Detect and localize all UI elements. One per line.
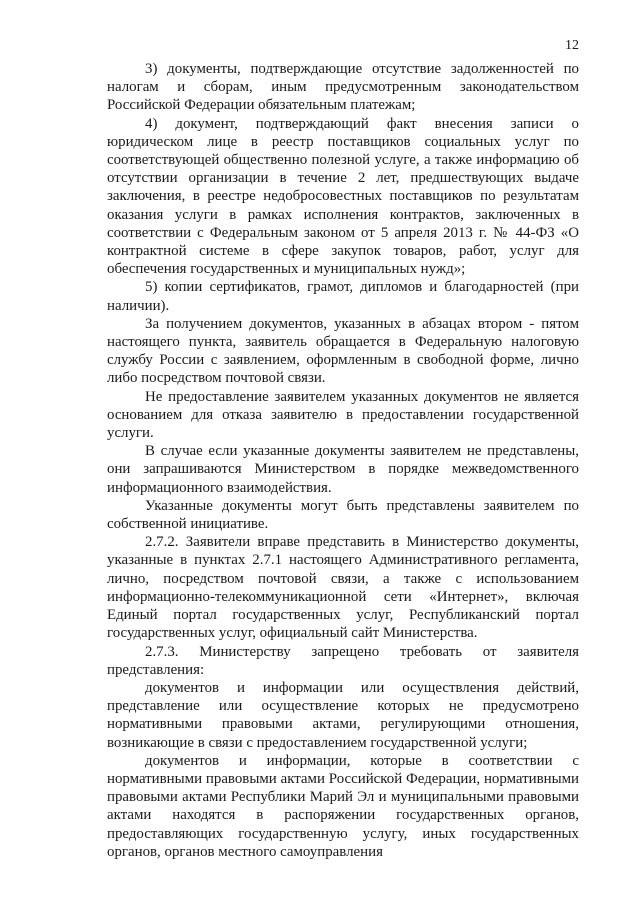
paragraph-obtaining-documents: За получением документов, указанных в абзацах втором - пятом настоящего пункта, заявитель обращается в Федеральную налоговую службу России с заявлением, оформленным в свободной форме, лично либо посредством почтовой связи. bbox=[107, 315, 579, 387]
paragraph-own-initiative: Указанные документы могут быть представлены заявителем по собственной инициативе. bbox=[107, 497, 579, 533]
paragraph-item-5-certificates: 5) копии сертификатов, грамот, дипломов и благодарностей (при наличии). bbox=[107, 279, 579, 314]
paragraph-documents-in-possession: документов и информации, которые в соответствии с нормативными правовыми актами Российской Федерации, нормативными правовыми актами Республики Марий Эл и муниципальными правовыми актами находятся в распоряжении государственных органов, предоставляющих государственную услугу, иных государственных органов, органов местного самоуправления bbox=[107, 752, 579, 860]
paragraph-non-submission: Не предоставление заявителем указанных документов не является основанием для отказа заявителю в предоставлении государственной услуги. bbox=[107, 388, 579, 442]
paragraph-documents-not-required: документов и информации или осуществления действий, представление или осуществление которых не предусмотрено нормативными правовыми актами, регулирующими отношения, возникающие в связи с предоставлением государственной услуги; bbox=[107, 679, 579, 751]
paragraph-2-7-3: 2.7.3. Министерству запрещено требовать от заявителя представления: bbox=[107, 643, 579, 678]
page-number: 12 bbox=[565, 38, 579, 53]
paragraph-2-7-2: 2.7.2. Заявители вправе представить в Министерство документы, указанные в пунктах 2.7.1 настоящего Административного регламента, лично, посредством почтовой связи, а также с использованием информационно-телекоммуникационной сети «Интернет», включая Единый портал государственных услуг, Республиканский портал государственных услуг, официальный сайт Министерства. bbox=[107, 534, 579, 642]
paragraph-item-4-registry-record: 4) документ, подтверждающий факт внесения записи о юридическом лице в реестр поставщиков социальных услуг по соответствующей общественно полезной услуге, а также информацию об отсутствии организации в течение 2 лет, предшествующих выдаче заключения, в реестре недобросовестных поставщиков по результатам оказания услуги в рамках исполнения контрактов, заключенных в соответствии с Федеральным законом от 5 апреля 2013 г. № 44-ФЗ «О контрактной системе в сфере закупок товаров, работ, услуг для обеспечения государственных и муниципальных нужд»; bbox=[107, 115, 579, 278]
paragraph-item-3-tax-debts: 3) документы, подтверждающие отсутствие задолженностей по налогам и сборам, иным предусмотренным законодательством Российской Федерации обязательным платежам; bbox=[107, 61, 579, 114]
paragraph-interagency-request: В случае если указанные документы заявителем не представлены, они запрашиваются Министерством в порядке межведомственного информационного взаимодействия. bbox=[107, 443, 579, 496]
document-body bbox=[107, 60, 579, 861]
